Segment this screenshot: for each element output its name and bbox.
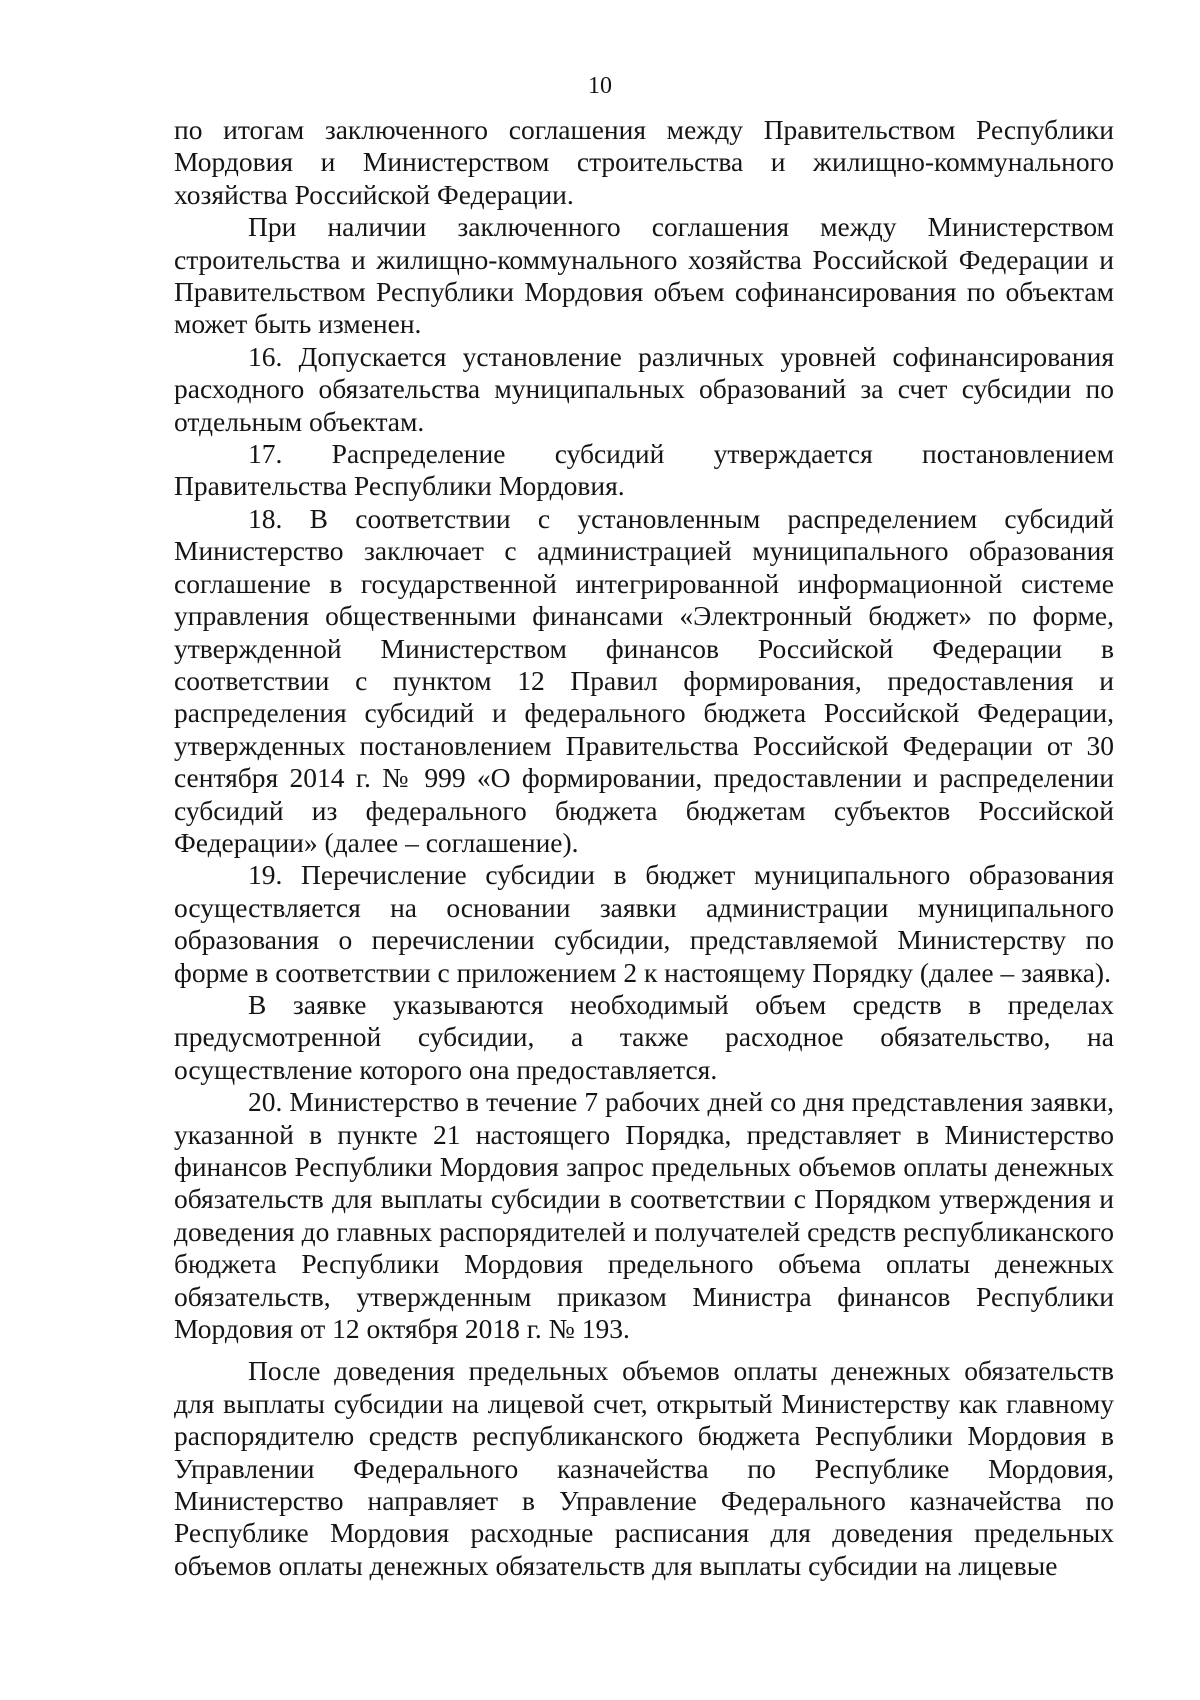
document-body [174,114,1114,1582]
paragraph-19: 19. Перечисление субсидии в бюджет муниципального образования осуществляется на основании заявки администрации муниципального образования о перечислении субсидии, представляемой Министерству по форме в соответствии с приложением 2 к настоящему Порядку (далее – заявка). [174,859,1114,988]
paragraph-after-limits: После доведения предельных объемов оплаты денежных обязательств для выплаты субсидии на лицевой счет, открытый Министерству как главному распорядителю средств республиканского бюджета Республики Мордовия в Управлении Федерального казначейства по Республике Мордовия, Министерство направляет в Управление Федерального казначейства по Республике Мордовия расходные расписания для доведения предельных объемов оплаты денежных обязательств для выплаты субсидии на лицевые [174,1355,1114,1581]
paragraph-20: 20. Министерство в течение 7 рабочих дней со дня представления заявки, указанной в пункте 21 настоящего Порядка, представляет в Министерство финансов Республики Мордовия запрос предельных объемов оплаты денежных обязательств для выплаты субсидии в соответствии с Порядком утверждения и доведения до главных распорядителей и получателей средств республиканского бюджета Республики Мордовия предельного объема оплаты денежных обязательств, утвержденным приказом Министра финансов Республики Мордовия от 12 октября 2018 г. № 193. [174,1086,1114,1345]
paragraph-18: 18. В соответствии с установленным распределением субсидий Министерство заключает с администрацией муниципального образования соглашение в государственной интегрированной информационной системе управления общественными финансами «Электронный бюджет» по форме, утвержденной Министерством финансов Российской Федерации в соответствии с пунктом 12 Правил формирования, предоставления и распределения субсидий и федерального бюджета Российской Федерации, утвержденных постановлением Правительства Российской Федерации от 30 сентября 2014 г. № 999 «О формировании, предоставлении и распределении субсидий из федерального бюджета бюджетам субъектов Российской Федерации» (далее – соглашение). [174,502,1114,858]
paragraph-request-contents: В заявке указываются необходимый объем средств в пределах предусмотренной субсидии, а также расходное обязательство, на осуществление которого она предоставляется. [174,988,1114,1085]
paragraph-agreement-change: При наличии заключенного соглашения между Министерством строительства и жилищно-коммунального хозяйства Российской Федерации и Правительством Республики Мордовия объем софинансирования по объектам может быть изменен. [174,211,1114,340]
paragraph-16: 16. Допускается установление различных уровней софинансирования расходного обязательства муниципальных образований за счет субсидии по отдельным объектам. [174,340,1114,437]
paragraph-17: 17. Распределение субсидий утверждается постановлением Правительства Республики Мордовия. [174,438,1114,502]
page-number: 10 [588,73,612,99]
paragraph-continuation: по итогам заключенного соглашения между Правительством Республики Мордовия и Министерством строительства и жилищно-коммунального хозяйства Российской Федерации. [174,114,1114,210]
